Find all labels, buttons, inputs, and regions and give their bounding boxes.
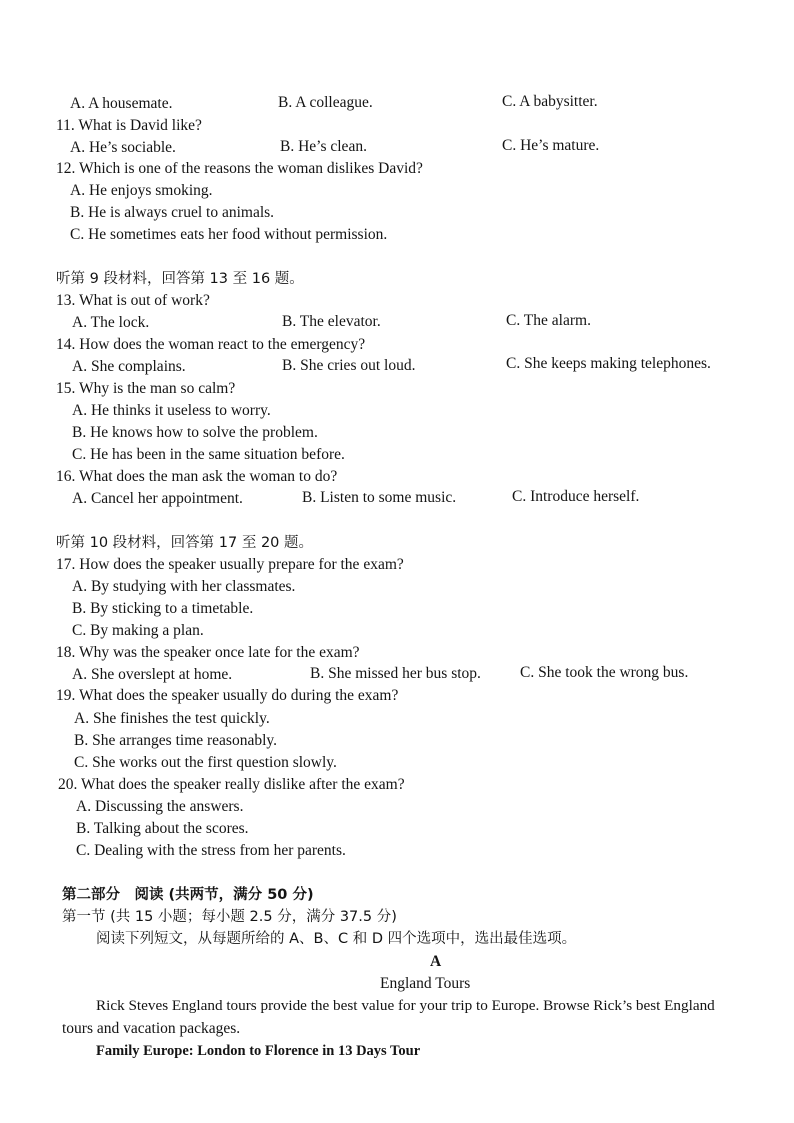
passage-paragraph-line-2: tours and vacation packages. [62, 1020, 241, 1037]
q16-option-a: A. Cancel her appointment. [72, 490, 243, 507]
q15-option-b: B. He knows how to solve the problem. [72, 424, 318, 441]
q12-option-c: C. He sometimes eats her food without permission. [70, 226, 388, 243]
q14-option-a: A. She complains. [72, 358, 186, 375]
tour-subheading: Family Europe: London to Florence in 13 Days Tour [96, 1043, 421, 1059]
q11-option-b: B. He’s clean. [280, 138, 367, 155]
q10-option-b: B. A colleague. [278, 94, 373, 111]
q15-option-a: A. He thinks it useless to worry. [72, 402, 271, 419]
q18-option-b: B. She missed her bus stop. [310, 665, 481, 682]
q17-option-c: C. By making a plan. [72, 622, 204, 639]
q16-question: 16. What does the man ask the woman to do? [56, 468, 338, 485]
q18-option-a: A. She overslept at home. [72, 666, 233, 683]
q17-option-b: B. By sticking to a timetable. [72, 600, 254, 617]
q17-question: 17. How does the speaker usually prepare for the exam? [56, 556, 404, 573]
q15-option-c: C. He has been in the same situation before. [72, 446, 345, 463]
q19-question: 19. What does the speaker usually do during the exam? [56, 687, 399, 704]
q12-question: 12. Which is one of the reasons the woman dislikes David? [56, 160, 423, 177]
q10-option-a: A. A housemate. [70, 95, 173, 112]
section-1-heading: 第一节 (共 15 小题；每小题 2.5 分，满分 37.5 分) [62, 909, 397, 925]
q11-option-c: C. He’s mature. [502, 137, 600, 154]
q19-option-a: A. She finishes the test quickly. [74, 710, 270, 727]
passage-letter: A [430, 953, 442, 970]
q15-question: 15. Why is the man so calm? [56, 380, 236, 397]
section-9-heading: 听第 9 段材料，回答第 13 至 16 题。 [56, 271, 304, 287]
passage-title: England Tours [380, 975, 471, 992]
q12-option-b: B. He is always cruel to animals. [70, 204, 275, 221]
section-10-heading: 听第 10 段材料，回答第 17 至 20 题。 [56, 535, 314, 551]
q16-option-b: B. Listen to some music. [302, 489, 457, 506]
q19-option-c: C. She works out the first question slowly. [74, 754, 337, 771]
q20-option-a: A. Discussing the answers. [76, 798, 244, 815]
q14-option-c: C. She keeps making telephones. [506, 355, 711, 372]
q11-option-a: A. He’s sociable. [70, 139, 176, 156]
part-2-heading: 第二部分 阅读 (共两节，满分 50 分) [62, 887, 314, 903]
q13-option-a: A. The lock. [72, 314, 150, 331]
q14-question: 14. How does the woman react to the emergency? [56, 336, 366, 353]
q17-option-a: A. By studying with her classmates. [72, 578, 296, 595]
q13-question: 13. What is out of work? [56, 292, 210, 309]
q20-question: 20. What does the speaker really dislike after the exam? [58, 776, 405, 793]
q13-option-c: C. The alarm. [506, 312, 591, 329]
passage-paragraph-line-1: Rick Steves England tours provide the best value for your trip to Europe. Browse Rick’s best England [96, 997, 715, 1014]
q18-option-c: C. She took the wrong bus. [520, 664, 689, 681]
q18-question: 18. Why was the speaker once late for the exam? [56, 644, 360, 661]
q20-option-c: C. Dealing with the stress from her parents. [76, 842, 346, 859]
q10-option-c: C. A babysitter. [502, 93, 598, 110]
q11-question: 11. What is David like? [56, 117, 202, 134]
q20-option-b: B. Talking about the scores. [76, 820, 249, 837]
q19-option-b: B. She arranges time reasonably. [74, 732, 278, 749]
q16-option-c: C. Introduce herself. [512, 488, 640, 505]
q13-option-b: B. The elevator. [282, 313, 381, 330]
q14-option-b: B. She cries out loud. [282, 357, 416, 374]
q12-option-a: A. He enjoys smoking. [70, 182, 213, 199]
reading-instruction: 阅读下列短文，从每题所给的 A、B、C 和 D 四个选项中，选出最佳选项。 [96, 931, 577, 947]
